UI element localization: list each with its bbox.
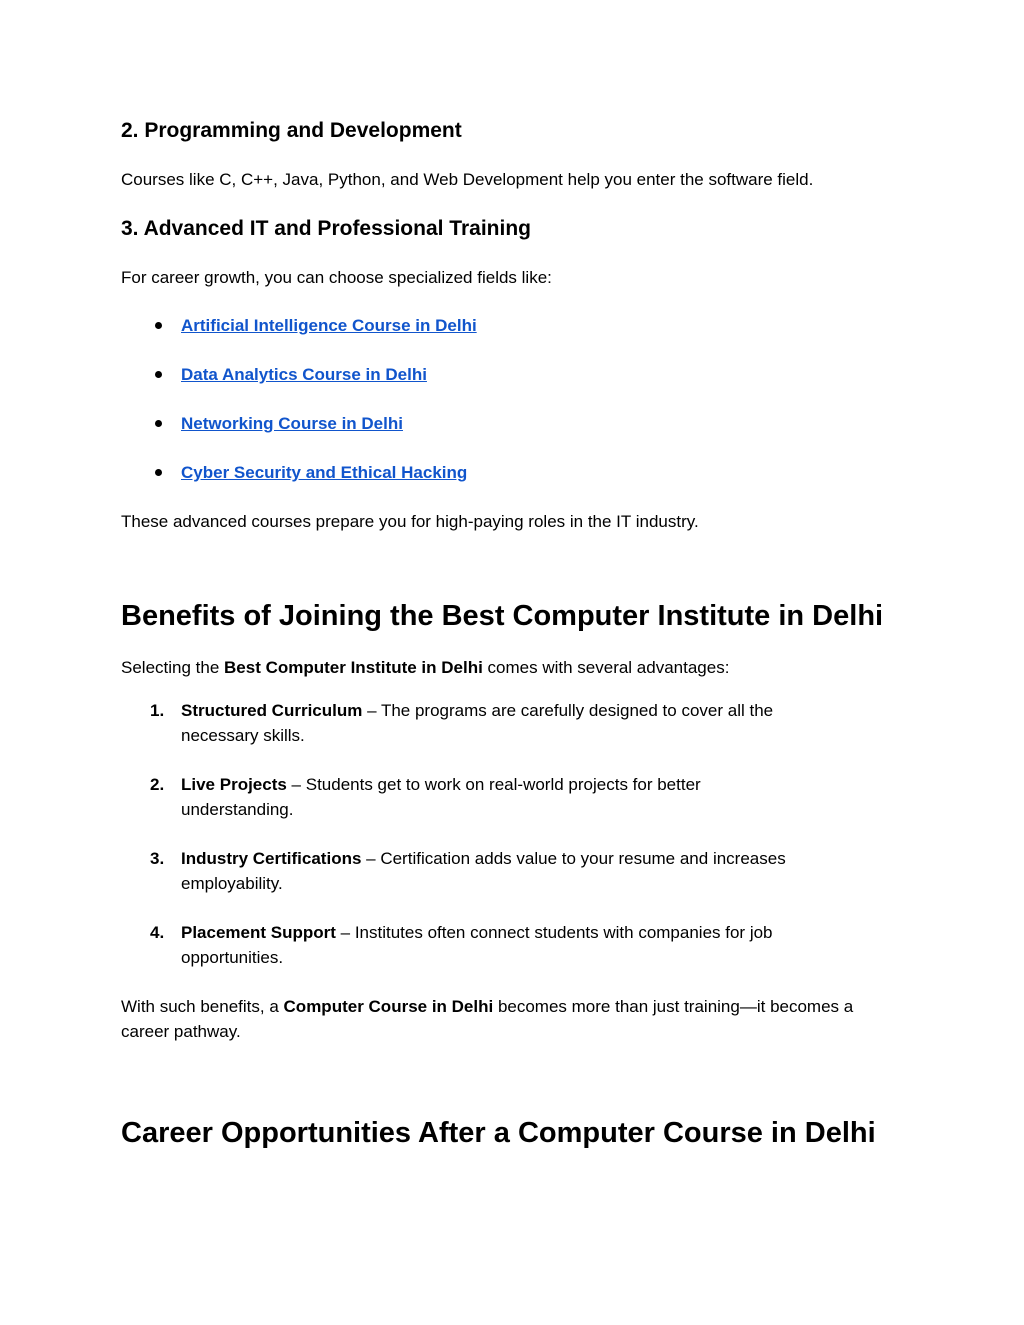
link-networking-course[interactable]: Networking Course in Delhi	[181, 414, 403, 433]
benefit-desc: – Institutes often connect students with companies for job opportunities.	[181, 923, 773, 967]
bullet-icon	[155, 322, 162, 329]
bullet-icon	[155, 420, 162, 427]
paragraph-advanced-roles: These advanced courses prepare you for high-paying roles in the IT industry.	[121, 512, 699, 531]
benefit-item-placement-support	[121, 920, 811, 970]
course-link-list	[121, 313, 903, 485]
paragraph-career-growth: For career growth, you can choose specialized fields like:	[121, 268, 552, 287]
benefit-term: Placement Support	[181, 923, 336, 942]
benefits-list	[121, 698, 903, 970]
list-item	[121, 362, 903, 387]
paragraph-with-pre: With such benefits, a	[121, 997, 284, 1016]
paragraph-with-bold: Computer Course in Delhi	[283, 997, 494, 1016]
bullet-icon	[155, 469, 162, 476]
benefit-term: Live Projects	[181, 775, 287, 794]
list-number: 3.	[150, 849, 165, 868]
bullet-icon	[155, 371, 162, 378]
list-item	[121, 460, 903, 485]
benefit-item-structured-curriculum	[121, 698, 811, 748]
list-item	[121, 411, 903, 436]
heading-advanced-it-training: 3. Advanced IT and Professional Training	[121, 217, 531, 240]
heading-programming-development: 2. Programming and Development	[121, 119, 462, 142]
link-ai-course[interactable]: Artificial Intelligence Course in Delhi	[181, 316, 477, 335]
benefit-item-live-projects	[121, 772, 811, 822]
benefit-term: Industry Certifications	[181, 849, 362, 868]
benefit-desc: – The programs are carefully designed to cover all the necessary skills.	[181, 701, 774, 745]
benefit-term: Structured Curriculum	[181, 701, 363, 720]
list-number: 1.	[150, 701, 165, 720]
benefit-desc: – Certification adds value to your resume and increases employability.	[181, 849, 786, 893]
paragraph-programming-courses: Courses like C, C++, Java, Python, and Web Development help you enter the software field.	[121, 170, 814, 189]
benefit-item-industry-certifications	[121, 846, 811, 896]
list-item	[121, 313, 903, 338]
link-data-analytics-course[interactable]: Data Analytics Course in Delhi	[181, 365, 427, 384]
paragraph-with-benefits	[121, 994, 896, 1044]
paragraph-selecting-bold: Best Computer Institute in Delhi	[224, 658, 483, 677]
paragraph-selecting-post: comes with several advantages:	[482, 658, 730, 677]
paragraph-selecting-pre: Selecting the	[121, 658, 225, 677]
list-number: 2.	[150, 775, 165, 794]
heading-career-opportunities: Career Opportunities After a Computer Course in Delhi	[121, 1117, 876, 1149]
paragraph-with-post: becomes more than just training—it becomes a career pathway.	[121, 997, 854, 1041]
paragraph-selecting	[121, 655, 903, 680]
list-number: 4.	[150, 923, 165, 942]
benefit-desc: – Students get to work on real-world projects for better understanding.	[181, 775, 701, 819]
heading-benefits: Benefits of Joining the Best Computer Institute in Delhi	[121, 600, 884, 632]
link-cyber-security[interactable]: Cyber Security and Ethical Hacking	[181, 463, 468, 482]
